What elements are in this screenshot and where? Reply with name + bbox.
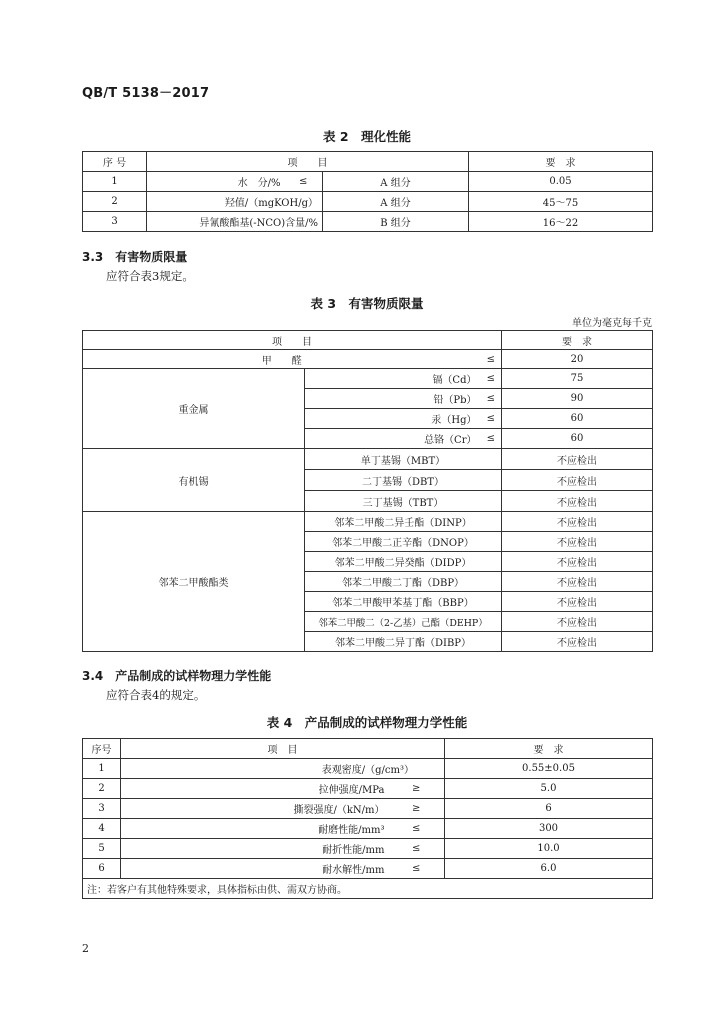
section-3-4-title: 3.4 产品制成的试样物理力学性能 bbox=[82, 669, 272, 683]
table3-header-row bbox=[83, 331, 653, 350]
table-row bbox=[83, 192, 653, 212]
row-req: 不应检出 bbox=[502, 632, 653, 652]
row-item: 羟值/（mgKOH/g） bbox=[147, 192, 323, 212]
row-item: 邻苯二甲酸二异癸酯（DIDP） bbox=[305, 552, 502, 572]
row-item: 三丁基锡（TBT） bbox=[305, 491, 502, 512]
table2-caption: 表 2 理化性能 bbox=[322, 129, 412, 144]
standard-code: QB/T 5138－2017 bbox=[82, 86, 210, 101]
row-item: 邻苯二甲酸甲苯基丁酯（BBP） bbox=[305, 592, 502, 612]
row-req: 不应检出 bbox=[502, 470, 653, 491]
row-item: 撕裂强度/（kN/m） bbox=[121, 799, 389, 819]
row-no: 4 bbox=[83, 819, 121, 839]
table4-note-row bbox=[83, 879, 653, 899]
table2-head-no: 序 号 bbox=[83, 152, 147, 172]
row-symbol: ≤ bbox=[481, 369, 502, 389]
table3-head-req: 要 求 bbox=[502, 331, 653, 350]
row-req: 0.55±0.05 bbox=[445, 759, 653, 779]
table-row bbox=[83, 799, 653, 819]
row-req: 90 bbox=[502, 389, 653, 409]
row-req: 6.0 bbox=[445, 859, 653, 879]
row-req: 不应检出 bbox=[502, 592, 653, 612]
row-no: 2 bbox=[83, 192, 147, 212]
table-row bbox=[83, 212, 653, 232]
table3 bbox=[82, 330, 653, 652]
row-symbol: ≤ bbox=[481, 389, 502, 409]
row-symbol: ≤ bbox=[389, 859, 445, 879]
row-symbol: ≥ bbox=[389, 799, 445, 819]
table2-head-req: 要 求 bbox=[469, 152, 653, 172]
row-req: 不应检出 bbox=[502, 449, 653, 470]
row-symbol: ≤ bbox=[285, 172, 323, 192]
section-3-3-title: 3.3 有害物质限量 bbox=[82, 250, 188, 264]
row-req: 不应检出 bbox=[502, 612, 653, 632]
row-item: 二丁基锡（DBT） bbox=[305, 470, 502, 491]
row-item: 表观密度/（g/cm³） bbox=[121, 759, 445, 779]
row-symbol: ≤ bbox=[389, 839, 445, 859]
row-group: B 组分 bbox=[323, 212, 469, 232]
row-symbol: ≤ bbox=[389, 819, 445, 839]
row-req: 不应检出 bbox=[502, 491, 653, 512]
table4-header-row bbox=[83, 739, 653, 759]
table3-unit: 单位为毫克每千克 bbox=[572, 318, 652, 329]
table3-caption: 表 3 有害物质限量 bbox=[310, 296, 424, 311]
table3-head-item: 项 目 bbox=[83, 331, 502, 350]
table-row bbox=[83, 759, 653, 779]
row-item: 单丁基锡（MBT） bbox=[305, 449, 502, 470]
section-3-4-text: 应符合表4的规定。 bbox=[106, 688, 206, 702]
row-symbol: ≥ bbox=[389, 779, 445, 799]
row-req: 60 bbox=[502, 429, 653, 449]
row-req: 45～75 bbox=[469, 192, 653, 212]
row-item: 邻苯二甲酸二丁酯（DBP） bbox=[305, 572, 502, 592]
row-no: 6 bbox=[83, 859, 121, 879]
row-req: 不应检出 bbox=[502, 512, 653, 532]
row-item: 邻苯二甲酸二正辛酯（DNOP） bbox=[305, 532, 502, 552]
row-item: 拉伸强度/MPa bbox=[121, 779, 389, 799]
row-item: 邻苯二甲酸二（2-乙基）己酯（DEHP） bbox=[305, 612, 502, 632]
table-row bbox=[83, 449, 653, 470]
table4 bbox=[82, 738, 653, 899]
table-row bbox=[83, 172, 653, 192]
row-no: 3 bbox=[83, 212, 147, 232]
table-row bbox=[83, 819, 653, 839]
organotin-label: 有机锡 bbox=[83, 449, 305, 512]
table4-head-req: 要 求 bbox=[445, 739, 653, 759]
row-item: 耐磨性能/mm³ bbox=[121, 819, 389, 839]
table-row bbox=[83, 350, 653, 369]
section-3-3-text: 应符合表3规定。 bbox=[106, 269, 194, 283]
row-req: 75 bbox=[502, 369, 653, 389]
row-group: A 组分 bbox=[323, 192, 469, 212]
table2 bbox=[82, 151, 653, 232]
row-no: 1 bbox=[83, 759, 121, 779]
row-item: 铅（Pb） bbox=[305, 389, 481, 409]
row-item: 邻苯二甲酸二异丁酯（DIBP） bbox=[305, 632, 502, 652]
page-number: 2 bbox=[82, 942, 89, 955]
row-item: 总铬（Cr） bbox=[305, 429, 481, 449]
row-req: 0.05 bbox=[469, 172, 653, 192]
table4-head-item: 项 目 bbox=[121, 739, 445, 759]
row-item: 镉（Cd） bbox=[305, 369, 481, 389]
row-req: 不应检出 bbox=[502, 532, 653, 552]
row-item: 水 分/% bbox=[147, 172, 285, 192]
table-row bbox=[83, 779, 653, 799]
table4-note: 注：若客户有其他特殊要求，具体指标由供、需双方协商。 bbox=[83, 879, 653, 899]
row-no: 5 bbox=[83, 839, 121, 859]
row-no: 3 bbox=[83, 799, 121, 819]
row-req: 60 bbox=[502, 409, 653, 429]
row-req: 16～22 bbox=[469, 212, 653, 232]
table-row bbox=[83, 859, 653, 879]
table-row bbox=[83, 512, 653, 532]
table4-caption: 表 4 产品制成的试样物理力学性能 bbox=[266, 715, 468, 730]
row-req: 10.0 bbox=[445, 839, 653, 859]
row-symbol: ≤ bbox=[481, 409, 502, 429]
row-req: 20 bbox=[502, 350, 653, 369]
row-no: 1 bbox=[83, 172, 147, 192]
table2-head-item: 项 目 bbox=[147, 152, 469, 172]
table-row bbox=[83, 369, 653, 389]
formaldehyde-label: 甲 醛 bbox=[83, 350, 481, 369]
row-item: 邻苯二甲酸二异壬酯（DINP） bbox=[305, 512, 502, 532]
row-req: 不应检出 bbox=[502, 552, 653, 572]
table-row bbox=[83, 839, 653, 859]
phthalates-label: 邻苯二甲酸酯类 bbox=[83, 512, 305, 652]
row-item: 汞（Hg） bbox=[305, 409, 481, 429]
row-req: 5.0 bbox=[445, 779, 653, 799]
heavy-metal-label: 重金属 bbox=[83, 369, 305, 449]
row-symbol: ≤ bbox=[481, 429, 502, 449]
table4-head-no: 序号 bbox=[83, 739, 121, 759]
row-req: 300 bbox=[445, 819, 653, 839]
row-req: 不应检出 bbox=[502, 572, 653, 592]
row-item: 耐水解性/mm bbox=[121, 859, 389, 879]
row-item: 异氰酸酯基(-NCO)含量/% bbox=[147, 212, 323, 232]
table2-header-row bbox=[83, 152, 653, 172]
row-req: 6 bbox=[445, 799, 653, 819]
row-group: A 组分 bbox=[323, 172, 469, 192]
row-item: 耐折性能/mm bbox=[121, 839, 389, 859]
row-no: 2 bbox=[83, 779, 121, 799]
row-symbol: ≤ bbox=[481, 350, 502, 369]
